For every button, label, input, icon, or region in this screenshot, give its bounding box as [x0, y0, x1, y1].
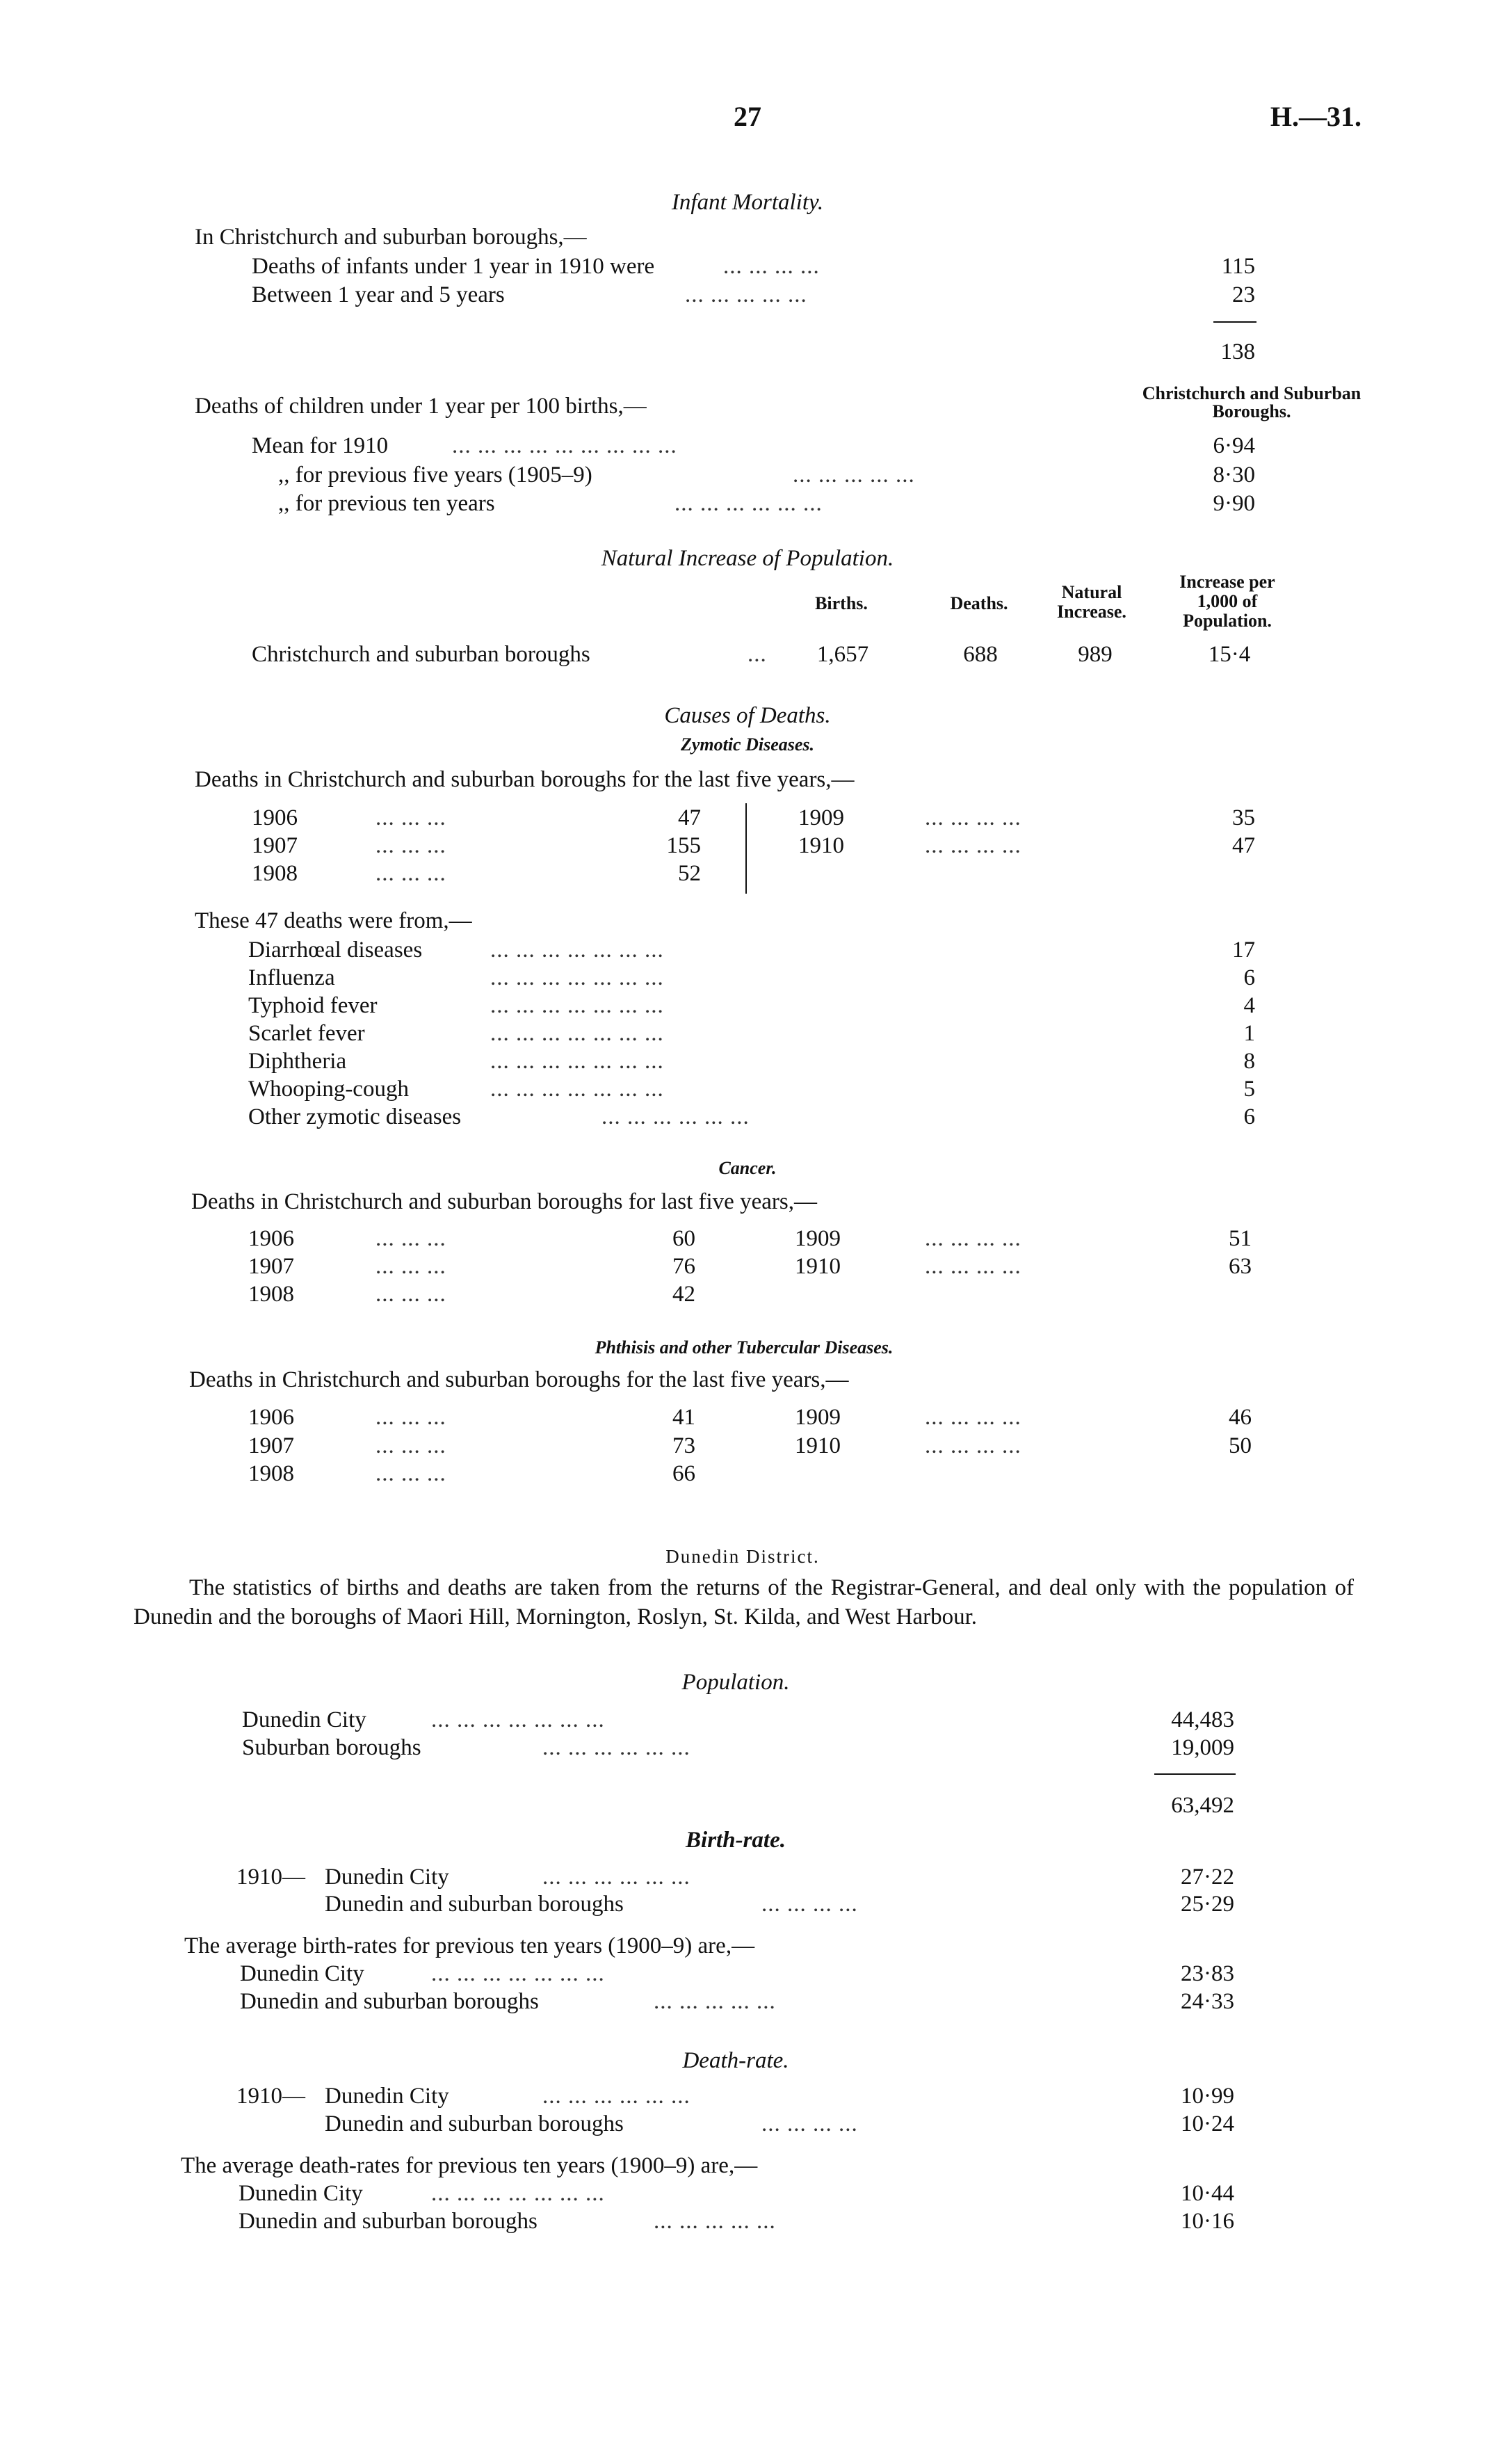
disease-value: 5 — [1243, 1077, 1255, 1102]
phthisis-intro: Deaths in Christchurch and suburban boroughs for the last five years,— — [189, 1367, 849, 1392]
disease-label: Other zymotic diseases — [248, 1104, 462, 1129]
disease-label: Typhoid fever — [248, 993, 378, 1018]
natural-increase-value: 989 — [1078, 642, 1113, 667]
per-1000-value: 15·4 — [1208, 642, 1251, 667]
leader-dots: ... ... ... ... ... ... ... — [431, 1707, 605, 1732]
death-rate-average-value: 10·44 — [1181, 2181, 1234, 2206]
leader-dots: ... ... ... — [375, 805, 446, 830]
leader-dots: ... ... ... ... ... ... ... — [490, 965, 664, 990]
birth-rate-average-value: 24·33 — [1181, 1989, 1234, 2014]
death-rate-average-label: Dunedin City — [239, 2181, 363, 2206]
deaths-column-header: Deaths. — [950, 593, 1008, 613]
leader-dots: ... ... ... ... ... ... ... — [490, 993, 664, 1018]
page-number: 27 — [734, 101, 761, 132]
birth-rate-average-label: Dunedin and suburban boroughs — [240, 1989, 539, 2014]
disease-value: 6 — [1243, 1104, 1255, 1129]
cancer-year-label: 1907 — [248, 1254, 294, 1279]
cancer-year-label: 1908 — [248, 1282, 294, 1307]
zymotic-subheading: Zymotic Diseases. — [680, 734, 815, 755]
cancer-year-value: 76 — [672, 1254, 695, 1279]
christchurch-column-header: Christchurch and Suburban Boroughs. — [1142, 383, 1361, 421]
rate-ten-years-label: ,, for previous ten years — [278, 491, 495, 516]
zymotic-year-value: 35 — [1232, 805, 1255, 830]
leader-dots: ... ... ... ... ... ... ... — [490, 1049, 664, 1074]
leader-dots: ... ... ... ... — [925, 1433, 1021, 1458]
zymotic-intro: Deaths in Christchurch and suburban boroughs for the last five years,— — [195, 767, 855, 792]
leader-dots: ... ... ... ... ... — [685, 282, 807, 307]
phthisis-year-value: 46 — [1229, 1405, 1252, 1430]
leader-dots: ... ... ... ... ... ... ... — [431, 1961, 605, 1986]
cancer-year-value: 60 — [672, 1226, 695, 1251]
rate-five-years-label: ,, for previous five years (1905–9) — [278, 462, 592, 488]
death-rate-label: Dunedin City — [325, 2084, 449, 2109]
leader-dots: ... ... ... ... ... — [654, 1989, 776, 2014]
leader-dots: ... ... ... ... ... ... — [542, 1865, 690, 1890]
phthisis-year-label: 1906 — [248, 1405, 294, 1430]
cancer-intro: Deaths in Christchurch and suburban boroughs for last five years,— — [191, 1189, 817, 1214]
rate-ten-years-value: 9·90 — [1213, 491, 1255, 516]
natural-increase-column-header: Natural Increase. — [1057, 582, 1126, 622]
phthisis-year-value: 41 — [672, 1405, 695, 1430]
leader-dots: ... ... ... ... — [925, 1254, 1021, 1279]
leader-dots: ... ... ... — [375, 1433, 446, 1458]
births-column-header: Births. — [815, 593, 868, 613]
phthisis-subheading: Phthisis and other Tubercular Diseases. — [595, 1337, 894, 1358]
zymotic-year-label: 1909 — [798, 805, 844, 830]
sum-rule — [1154, 1773, 1236, 1775]
cancer-year-label: 1906 — [248, 1226, 294, 1251]
natural-increase-heading: Natural Increase of Population. — [601, 546, 894, 571]
death-rate-average-label: Dunedin and suburban boroughs — [239, 2209, 538, 2234]
population-label: Suburban boroughs — [242, 1735, 421, 1760]
per-1000-column-header: Increase per 1,000 of Population. — [1179, 572, 1275, 631]
leader-dots: ... ... ... ... ... ... ... — [431, 2181, 605, 2206]
leader-dots: ... ... ... ... — [925, 833, 1021, 858]
disease-value: 6 — [1243, 965, 1255, 990]
causes-heading: Causes of Deaths. — [664, 703, 831, 728]
deaths-value: 688 — [963, 642, 998, 667]
cancer-year-value: 63 — [1229, 1254, 1252, 1279]
phthisis-year-value: 50 — [1229, 1433, 1252, 1458]
birth-rate-year-prefix: 1910— — [236, 1865, 305, 1890]
birth-rate-average-label: Dunedin City — [240, 1961, 364, 1986]
birth-rate-label: Dunedin City — [325, 1865, 449, 1890]
birth-rate-value: 27·22 — [1181, 1865, 1234, 1890]
leader-dots: ... — [748, 642, 767, 667]
zymotic-year-label: 1907 — [252, 833, 298, 858]
zymotic-year-value: 47 — [1232, 833, 1255, 858]
disease-value: 1 — [1243, 1021, 1255, 1046]
child-deaths-label: Between 1 year and 5 years — [252, 282, 505, 307]
dunedin-heading: Dunedin District. — [665, 1546, 820, 1567]
birth-rate-value: 25·29 — [1181, 1892, 1234, 1917]
leader-dots: ... ... ... ... ... ... — [542, 2084, 690, 2109]
death-rate-year-prefix: 1910— — [236, 2084, 305, 2109]
leader-dots: ... ... ... ... ... ... ... ... ... — [452, 433, 677, 458]
zymotic-year-value: 47 — [678, 805, 701, 830]
disease-label: Diarrhœal diseases — [248, 937, 423, 963]
child-deaths-value: 23 — [1232, 282, 1255, 307]
cancer-year-label: 1910 — [795, 1254, 841, 1279]
zymotic-year-value: 52 — [678, 861, 701, 886]
leader-dots: ... ... ... — [375, 1254, 446, 1279]
leader-dots: ... ... ... ... ... ... ... — [490, 1077, 664, 1102]
rate-five-years-value: 8·30 — [1213, 462, 1255, 488]
disease-value: 17 — [1232, 937, 1255, 963]
disease-value: 8 — [1243, 1049, 1255, 1074]
death-rate-heading: Death-rate. — [682, 2048, 789, 2073]
leader-dots: ... ... ... ... — [925, 1226, 1021, 1251]
birth-rate-heading: Birth-rate. — [686, 1828, 786, 1853]
dunedin-paragraph: The statistics of births and deaths are taken from the returns of the Registrar-General, and deal only with the population of Dunedin and the boroughs of Maori Hill, Mornington, Roslyn, St. Kilda, and West Harbour. — [134, 1575, 1354, 1629]
phthisis-year-label: 1909 — [795, 1405, 841, 1430]
infant-rate-intro: Deaths of children under 1 year per 100 births,— — [195, 394, 647, 419]
zymotic-year-label: 1906 — [252, 805, 298, 830]
leader-dots: ... ... ... — [375, 1282, 446, 1307]
death-rate-value: 10·24 — [1181, 2111, 1234, 2136]
zymotic-year-label: 1908 — [252, 861, 298, 886]
rate-mean-1910-value: 6·94 — [1213, 433, 1255, 458]
death-rate-label: Dunedin and suburban boroughs — [325, 2111, 624, 2136]
leader-dots: ... ... ... ... — [723, 254, 820, 279]
zymotic-year-value: 155 — [666, 833, 701, 858]
leader-dots: ... ... ... ... ... — [654, 2209, 776, 2234]
leader-dots: ... ... ... — [375, 1405, 446, 1430]
leader-dots: ... ... ... — [375, 1461, 446, 1486]
phthisis-year-value: 66 — [672, 1461, 695, 1486]
disease-label: Diphtheria — [248, 1049, 347, 1074]
birth-rate-average-value: 23·83 — [1181, 1961, 1234, 1986]
phthisis-year-label: 1907 — [248, 1433, 294, 1458]
disease-label: Influenza — [248, 965, 335, 990]
phthisis-year-label: 1908 — [248, 1461, 294, 1486]
death-rate-average-value: 10·16 — [1181, 2209, 1234, 2234]
population-value: 44,483 — [1171, 1707, 1234, 1732]
infant-mortality-heading: Infant Mortality. — [671, 190, 824, 215]
leader-dots: ... ... ... ... ... — [793, 462, 915, 488]
birth-rate-average-intro: The average birth-rates for previous ten years (1900–9) are,— — [184, 1933, 755, 1958]
leader-dots: ... ... ... ... — [925, 805, 1021, 830]
death-rate-average-intro: The average death-rates for previous ten years (1900–9) are,— — [181, 2153, 758, 2178]
leader-dots: ... ... ... ... — [761, 2111, 858, 2136]
cancer-subheading: Cancer. — [718, 1158, 777, 1178]
cancer-year-value: 51 — [1229, 1226, 1252, 1251]
leader-dots: ... ... ... ... ... ... ... — [490, 937, 664, 963]
cancer-year-value: 42 — [672, 1282, 695, 1307]
rate-mean-1910-label: Mean for 1910 — [252, 433, 389, 458]
disease-value: 4 — [1243, 993, 1255, 1018]
infant-mortality-intro: In Christchurch and suburban boroughs,— — [195, 225, 587, 250]
leader-dots: ... ... ... ... ... ... — [542, 1735, 690, 1760]
leader-dots: ... ... ... ... ... ... ... — [490, 1021, 664, 1046]
cancer-year-label: 1909 — [795, 1226, 841, 1251]
leader-dots: ... ... ... ... ... ... — [601, 1104, 750, 1129]
population-heading: Population. — [681, 1670, 790, 1695]
leader-dots: ... ... ... — [375, 1226, 446, 1251]
population-total: 63,492 — [1171, 1793, 1234, 1818]
document-reference: H.—31. — [1270, 101, 1361, 132]
infant-total-value: 138 — [1220, 339, 1255, 364]
infant-deaths-value: 115 — [1221, 254, 1255, 279]
infant-deaths-label: Deaths of infants under 1 year in 1910 were — [252, 254, 655, 279]
disease-label: Whooping-cough — [248, 1077, 409, 1102]
death-rate-value: 10·99 — [1181, 2084, 1234, 2109]
birth-rate-label: Dunedin and suburban boroughs — [325, 1892, 624, 1917]
population-value: 19,009 — [1171, 1735, 1234, 1760]
phthisis-year-label: 1910 — [795, 1433, 841, 1458]
births-value: 1,657 — [816, 642, 869, 667]
leader-dots: ... ... ... ... — [761, 1892, 858, 1917]
leader-dots: ... ... ... — [375, 861, 446, 886]
natural-increase-row-label: Christchurch and suburban boroughs — [252, 642, 590, 667]
zymotic-year-label: 1910 — [798, 833, 844, 858]
sum-rule — [1213, 321, 1256, 323]
leader-dots: ... ... ... ... ... ... — [674, 491, 823, 516]
disease-label: Scarlet fever — [248, 1021, 365, 1046]
phthisis-year-value: 73 — [672, 1433, 695, 1458]
zymotic-breakdown-intro: These 47 deaths were from,— — [195, 908, 472, 933]
leader-dots: ... ... ... — [375, 833, 446, 858]
population-label: Dunedin City — [242, 1707, 366, 1732]
leader-dots: ... ... ... ... — [925, 1405, 1021, 1430]
column-divider — [745, 803, 747, 894]
